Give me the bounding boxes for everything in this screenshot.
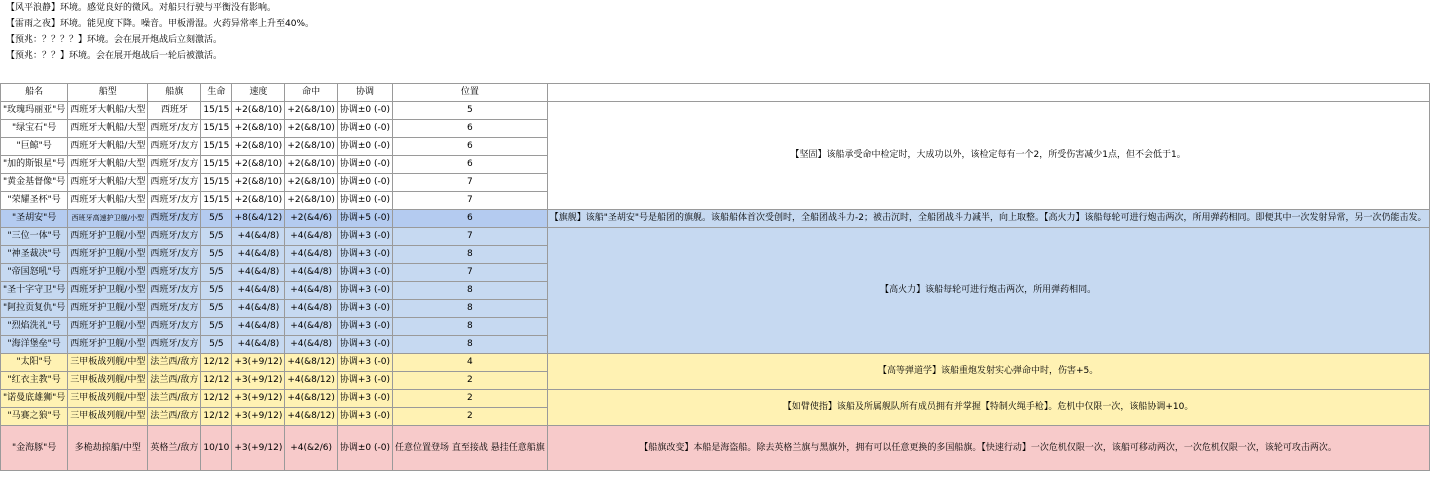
ship-hit: +4(&4/8)	[285, 336, 338, 354]
ship-speed: +2(&8/10)	[232, 138, 285, 156]
ship-speed: +4(&4/8)	[232, 300, 285, 318]
ship-pos: 6	[393, 138, 548, 156]
ship-hit: +2(&8/10)	[285, 156, 338, 174]
ship-coord: 协调+3 (-0)	[337, 228, 392, 246]
ship-hp: 5/5	[201, 282, 232, 300]
ship-type: 西班牙护卫舰/小型	[68, 318, 148, 336]
ability-command: 【如臂使指】该船及所属舰队所有成员拥有并掌握【特制火绳手枪】。危机中仅限一次，该船协调+10。	[547, 390, 1429, 426]
ship-hit: +2(&8/10)	[285, 174, 338, 192]
ship-flag: 西班牙/友方	[148, 192, 201, 210]
ship-pos: 7	[393, 192, 548, 210]
ship-hit: +4(&4/8)	[285, 318, 338, 336]
ship-coord: 协调+3 (-0)	[337, 246, 392, 264]
ship-name: "神圣裁决"号	[1, 246, 68, 264]
ship-type: 西班牙护卫舰/小型	[68, 300, 148, 318]
ship-type: 西班牙护卫舰/小型	[68, 228, 148, 246]
ship-speed: +4(&4/8)	[232, 264, 285, 282]
ship-coord: 协调±0 (-0)	[337, 192, 392, 210]
note-calm: 【风平浪静】环境。感觉良好的微风。对船只行驶与平衡没有影响。	[6, 3, 277, 13]
note-omen-two: 【预兆：？？】环境。会在展开炮战后一轮后被激活。	[6, 51, 223, 61]
ship-name: "阿拉贡复仇"号	[1, 300, 68, 318]
ship-speed: +3(+9/12)	[232, 372, 285, 390]
ship-coord: 协调±0 (-0)	[337, 138, 392, 156]
header-coord: 协调	[337, 84, 392, 102]
ship-name: "黄金基督像"号	[1, 174, 68, 192]
ship-hit: +4(&8/12)	[285, 390, 338, 408]
header-ability	[547, 84, 1429, 102]
ship-name: "加的斯银星"号	[1, 156, 68, 174]
ship-name: "巨鲸"号	[1, 138, 68, 156]
ship-type: 西班牙大帆船/大型	[68, 102, 148, 120]
ship-flag: 西班牙/友方	[148, 300, 201, 318]
ship-hit: +2(&8/10)	[285, 120, 338, 138]
ship-speed: +3(+9/12)	[232, 408, 285, 426]
ship-hit: +4(&8/12)	[285, 408, 338, 426]
pirate-row[interactable]	[1, 426, 1430, 471]
ship-type: 三甲板战列舰/中型	[68, 372, 148, 390]
ship-type: 三甲板战列舰/中型	[68, 408, 148, 426]
ship-flag: 西班牙/友方	[148, 318, 201, 336]
ship-name: "太阳"号	[1, 354, 68, 372]
ship-hit: +4(&4/8)	[285, 246, 338, 264]
ship-coord: 协调±0 (-0)	[337, 120, 392, 138]
ship-hp: 5/5	[201, 264, 232, 282]
ship-coord: 协调±0 (-0)	[337, 156, 392, 174]
ship-flag: 西班牙/友方	[148, 156, 201, 174]
ship-speed: +2(&8/10)	[232, 192, 285, 210]
ship-type: 西班牙护卫舰/小型	[68, 282, 148, 300]
ship-hit: +4(&8/12)	[285, 354, 338, 372]
header-hp: 生命	[201, 84, 232, 102]
ship-speed: +3(+9/12)	[232, 390, 285, 408]
ship-hp: 12/12	[201, 372, 232, 390]
ship-speed: +4(&4/8)	[232, 318, 285, 336]
ship-speed: +4(&4/8)	[232, 336, 285, 354]
ship-hit: +4(&4/8)	[285, 264, 338, 282]
ship-hp: 15/15	[201, 192, 232, 210]
ship-hp: 12/12	[201, 390, 232, 408]
ship-name: "红衣主教"号	[1, 372, 68, 390]
ship-type: 西班牙护卫舰/小型	[68, 336, 148, 354]
ship-hit: +2(&8/10)	[285, 102, 338, 120]
ability-flagship: 【旗舰】该船"圣胡安"号是船团的旗舰。该船船体首次受创时，全船团战斗力-2；被击沉时，全船团战斗力减半，向上取整。【高火力】该船每轮可进行炮击两次，所用弹药相同。即便其中一次发射异常，另一次仍能击发。	[547, 210, 1429, 228]
ability-pirate: 【船旗改变】本船是海盗船。除去英格兰旗与黑旗外，拥有可以任意更换的多国船旗。【快速行动】一次危机仅限一次，该船可移动两次，一次危机仅限一次，该轮可攻击两次。	[547, 426, 1429, 471]
ship-pos: 7	[393, 228, 548, 246]
ship-flag: 法兰西/敌方	[148, 354, 201, 372]
ship-flag: 西班牙/友方	[148, 228, 201, 246]
ship-type: 西班牙大帆船/大型	[68, 156, 148, 174]
ship-flag: 西班牙	[148, 102, 201, 120]
ship-hp: 5/5	[201, 300, 232, 318]
ship-pos: 8	[393, 300, 548, 318]
ship-hit: +4(&4/8)	[285, 300, 338, 318]
ship-hp: 12/12	[201, 354, 232, 372]
ship-hit: +4(&4/8)	[285, 228, 338, 246]
ship-coord: 协调+3 (-0)	[337, 390, 392, 408]
ability-sturdy: 【坚固】该船承受命中检定时，大成功以外，该检定每有一个2，所受伤害减少1点，但不会低于1。	[547, 102, 1429, 210]
ship-coord: 协调+5 (-0)	[337, 210, 392, 228]
ship-hp: 15/15	[201, 102, 232, 120]
ship-coord: 协调+3 (-0)	[337, 318, 392, 336]
ship-type: 西班牙大帆船/大型	[68, 192, 148, 210]
ship-type: 三甲板战列舰/中型	[68, 390, 148, 408]
ship-flag: 西班牙/友方	[148, 246, 201, 264]
ship-pos: 8	[393, 282, 548, 300]
ship-hp: 5/5	[201, 318, 232, 336]
ship-hp: 5/5	[201, 336, 232, 354]
ship-coord: 协调+3 (-0)	[337, 354, 392, 372]
ship-coord: 协调+3 (-0)	[337, 336, 392, 354]
ship-pos: 任意位置登场 直至接战 悬挂任意船旗	[393, 426, 548, 471]
ship-hp: 15/15	[201, 120, 232, 138]
ship-pos: 6	[393, 120, 548, 138]
ship-pos: 7	[393, 264, 548, 282]
ship-speed: +2(&8/10)	[232, 174, 285, 192]
table-row[interactable]	[1, 102, 1430, 120]
ship-name: "绿宝石"号	[1, 120, 68, 138]
ship-coord: 协调±0 (-0)	[337, 102, 392, 120]
ship-flag: 法兰西/敌方	[148, 390, 201, 408]
ship-hit: +2(&8/10)	[285, 138, 338, 156]
ship-name: "玫瑰玛丽亚"号	[1, 102, 68, 120]
ship-pos: 2	[393, 372, 548, 390]
ship-pos: 2	[393, 408, 548, 426]
ship-pos: 7	[393, 174, 548, 192]
ship-name: "马赛之狼"号	[1, 408, 68, 426]
ship-coord: 协调+3 (-0)	[337, 372, 392, 390]
header-hit: 命中	[285, 84, 338, 102]
ship-flag: 西班牙/友方	[148, 336, 201, 354]
ship-speed: +4(&4/8)	[232, 228, 285, 246]
ship-name: "诺曼底雄狮"号	[1, 390, 68, 408]
ship-flag: 西班牙/友方	[148, 120, 201, 138]
ship-hp: 5/5	[201, 228, 232, 246]
ship-speed: +2(&8/10)	[232, 102, 285, 120]
ship-pos: 8	[393, 336, 548, 354]
flagship-row[interactable]	[1, 210, 1430, 228]
ship-name: "圣胡安"号	[1, 210, 68, 228]
ship-hp: 15/15	[201, 174, 232, 192]
ship-name: "烈焰洗礼"号	[1, 318, 68, 336]
ship-hit: +4(&8/12)	[285, 372, 338, 390]
ability-ballistics: 【高等弹道学】该船重炮发射实心弹命中时，伤害+5。	[547, 354, 1429, 390]
ship-hp: 5/5	[201, 210, 232, 228]
header-speed: 速度	[232, 84, 285, 102]
ship-speed: +8(&4/12)	[232, 210, 285, 228]
ship-pos: 6	[393, 210, 548, 228]
ship-type: 多桅劫掠船/中型	[68, 426, 148, 471]
fleet-table	[0, 83, 1430, 471]
header-row	[1, 84, 1430, 102]
ship-hp: 15/15	[201, 156, 232, 174]
header-pos: 位置	[393, 84, 548, 102]
ship-type: 西班牙大帆船/大型	[68, 120, 148, 138]
table-row[interactable]	[1, 228, 1430, 246]
table-row[interactable]	[1, 390, 1430, 408]
ship-type: 西班牙大帆船/大型	[68, 174, 148, 192]
ship-hit: +2(&4/6)	[285, 210, 338, 228]
ship-pos: 5	[393, 102, 548, 120]
ship-type: 西班牙大帆船/大型	[68, 138, 148, 156]
ship-name: "荣耀圣杯"号	[1, 192, 68, 210]
ship-pos: 2	[393, 390, 548, 408]
ship-speed: +4(&4/8)	[232, 282, 285, 300]
header-flag: 船旗	[148, 84, 201, 102]
ship-hit: +2(&8/10)	[285, 192, 338, 210]
ship-speed: +4(&4/8)	[232, 246, 285, 264]
ship-hp: 10/10	[201, 426, 232, 471]
ship-pos: 8	[393, 318, 548, 336]
ship-type: 三甲板战列舰/中型	[68, 354, 148, 372]
note-omen-four: 【预兆：？？？？】环境。会在展开炮战后立刻激活。	[6, 35, 223, 45]
ship-coord: 协调+3 (-0)	[337, 282, 392, 300]
ship-name: "帝国怒吼"号	[1, 264, 68, 282]
ship-name: "圣十字守卫"号	[1, 282, 68, 300]
ship-name: "海洋堡垒"号	[1, 336, 68, 354]
ship-pos: 6	[393, 156, 548, 174]
ship-flag: 西班牙/友方	[148, 264, 201, 282]
ship-speed: +3(+9/12)	[232, 354, 285, 372]
ship-name: "三位一体"号	[1, 228, 68, 246]
ship-speed: +2(&8/10)	[232, 120, 285, 138]
table-row[interactable]	[1, 354, 1430, 372]
ship-flag: 法兰西/敌方	[148, 372, 201, 390]
header-name: 船名	[1, 84, 68, 102]
ship-speed: +2(&8/10)	[232, 156, 285, 174]
header-type: 船型	[68, 84, 148, 102]
ship-type: 西班牙护卫舰/小型	[68, 264, 148, 282]
ship-coord: 协调+3 (-0)	[337, 300, 392, 318]
ship-flag: 英格兰/敌方	[148, 426, 201, 471]
ship-flag: 西班牙/友方	[148, 210, 201, 228]
ship-hp: 12/12	[201, 408, 232, 426]
environment-notes	[0, 0, 800, 64]
ship-hp: 15/15	[201, 138, 232, 156]
ship-flag: 西班牙/友方	[148, 174, 201, 192]
ship-type: 西班牙护卫舰/小型	[68, 246, 148, 264]
note-storm: 【雷雨之夜】环境。能见度下降。噪音。甲板滑湿。火药异常率上升至40%。	[6, 19, 315, 29]
ship-flag: 西班牙/友方	[148, 282, 201, 300]
ship-pos: 8	[393, 246, 548, 264]
ship-pos: 4	[393, 354, 548, 372]
ship-coord: 协调±0 (-0)	[337, 426, 392, 471]
ship-name: "金海豚"号	[1, 426, 68, 471]
ship-flag: 法兰西/敌方	[148, 408, 201, 426]
ship-coord: 协调±0 (-0)	[337, 174, 392, 192]
ship-hp: 5/5	[201, 246, 232, 264]
ship-flag: 西班牙/友方	[148, 138, 201, 156]
ship-type: 西班牙高速护卫舰/小型	[68, 210, 148, 228]
ship-coord: 协调+3 (-0)	[337, 264, 392, 282]
ship-speed: +3(+9/12)	[232, 426, 285, 471]
ability-high-firepower: 【高火力】该船每轮可进行炮击两次，所用弹药相同。	[547, 228, 1429, 354]
ship-hit: +4(&2/6)	[285, 426, 338, 471]
ship-hit: +4(&4/8)	[285, 282, 338, 300]
ship-coord: 协调+3 (-0)	[337, 408, 392, 426]
